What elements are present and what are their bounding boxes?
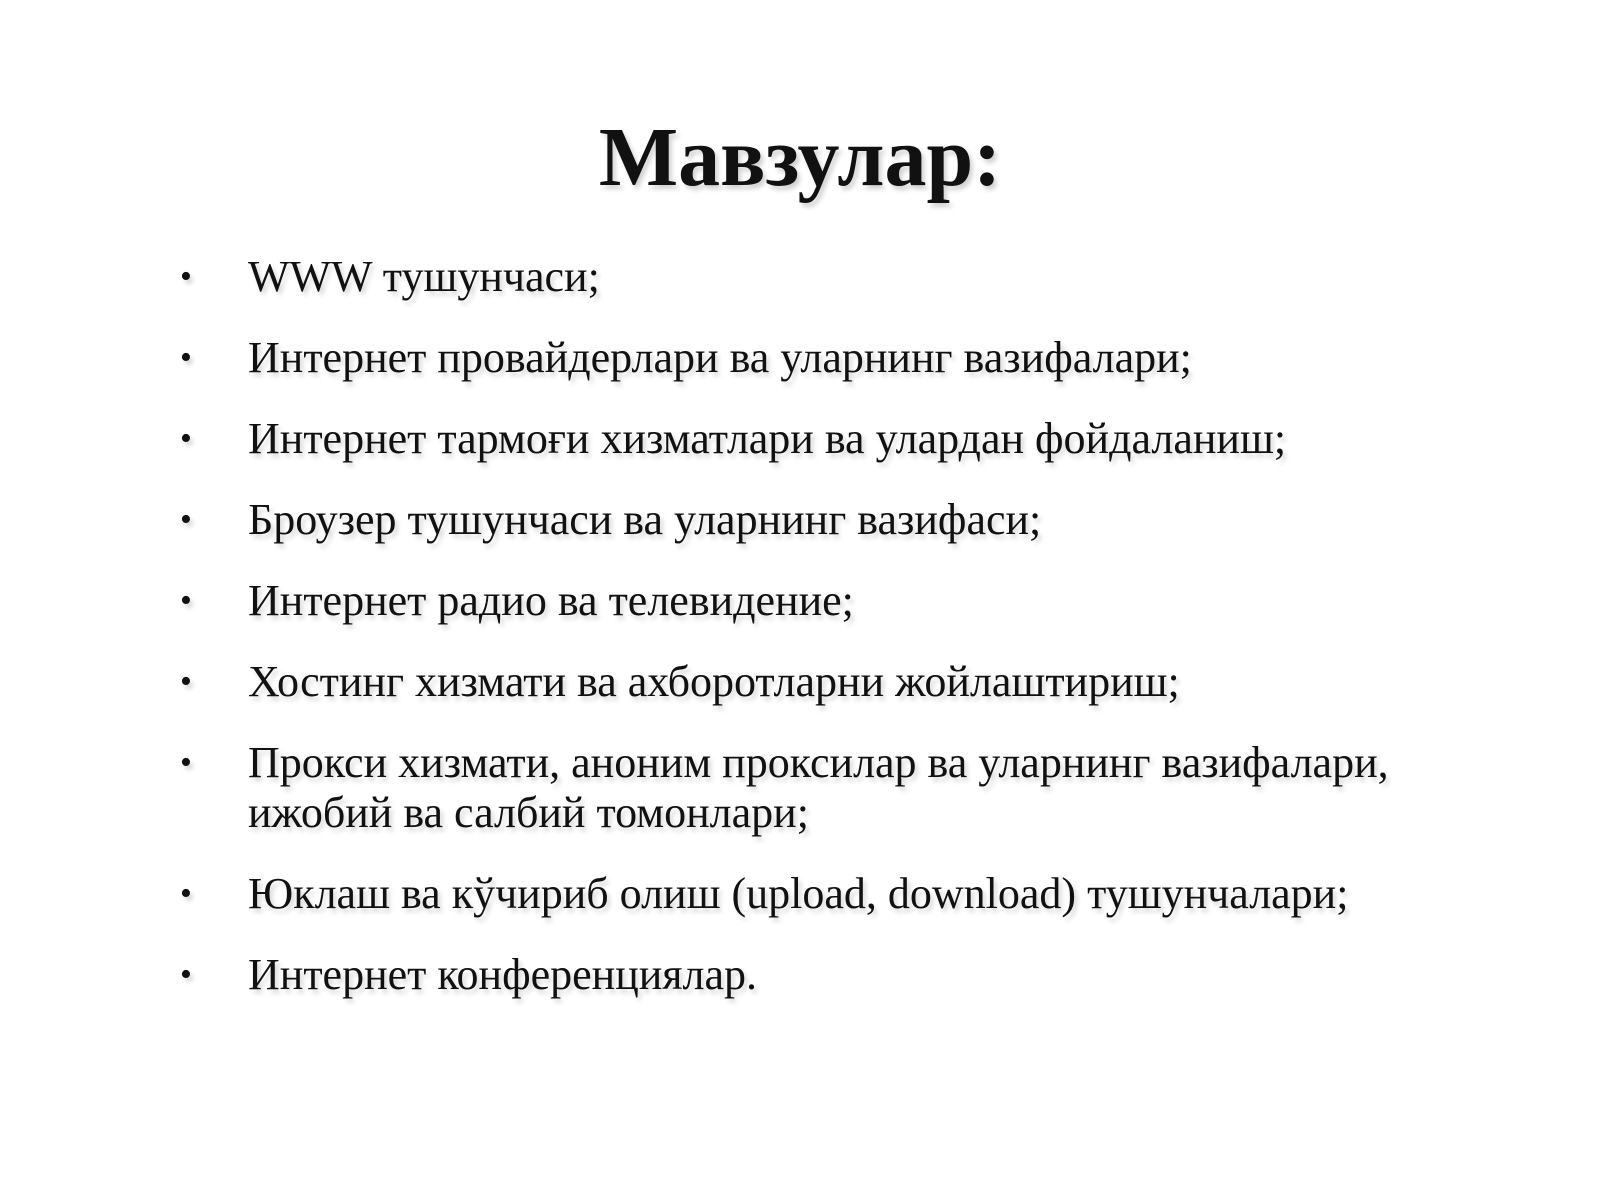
list-item — [180, 869, 1520, 919]
list-item — [180, 333, 1520, 383]
list-item-text: Юклаш ва кўчириб олиш (upload, download) тушунчалари; — [248, 869, 1349, 918]
list-item-text: Хостинг хизмати ва ахборотларни жойлаштириш; — [248, 657, 1180, 706]
list-item-text: Интернет радио ва телевидение; — [248, 576, 854, 625]
topics-list — [180, 252, 1520, 1031]
list-item — [180, 576, 1520, 626]
bullet-icon: • — [180, 956, 192, 993]
bullet-icon: • — [180, 875, 192, 912]
list-item — [180, 950, 1520, 1000]
list-item-text: Интернет провайдерлари ва уларнинг вазифалари; — [248, 333, 1192, 382]
list-item-text: Интернет конференциялар. — [248, 950, 758, 999]
list-item — [180, 657, 1520, 707]
slide-title: Мавзулар: — [598, 111, 1002, 204]
list-item — [180, 495, 1520, 545]
list-item — [180, 738, 1520, 838]
bullet-icon: • — [180, 663, 192, 700]
bullet-icon: • — [180, 501, 192, 538]
list-item-text: Интернет тармоғи хизматлари ва улардан фойдаланиш; — [248, 414, 1287, 463]
list-item — [180, 414, 1520, 464]
list-item-text: Броузер тушунчаси ва уларнинг вазифаси; — [248, 495, 1042, 544]
bullet-icon: • — [180, 339, 192, 376]
bullet-icon: • — [180, 744, 192, 781]
bullet-icon: • — [180, 420, 192, 457]
bullet-icon: • — [180, 258, 192, 295]
list-item-text: Прокси хизмати, аноним проксилар ва уларнинг вазифалари, ижобий ва салбий томонлари; — [248, 738, 1389, 837]
bullet-icon: • — [180, 582, 192, 619]
list-item — [180, 252, 1520, 302]
list-item-text: WWW тушунчаси; — [248, 252, 600, 301]
